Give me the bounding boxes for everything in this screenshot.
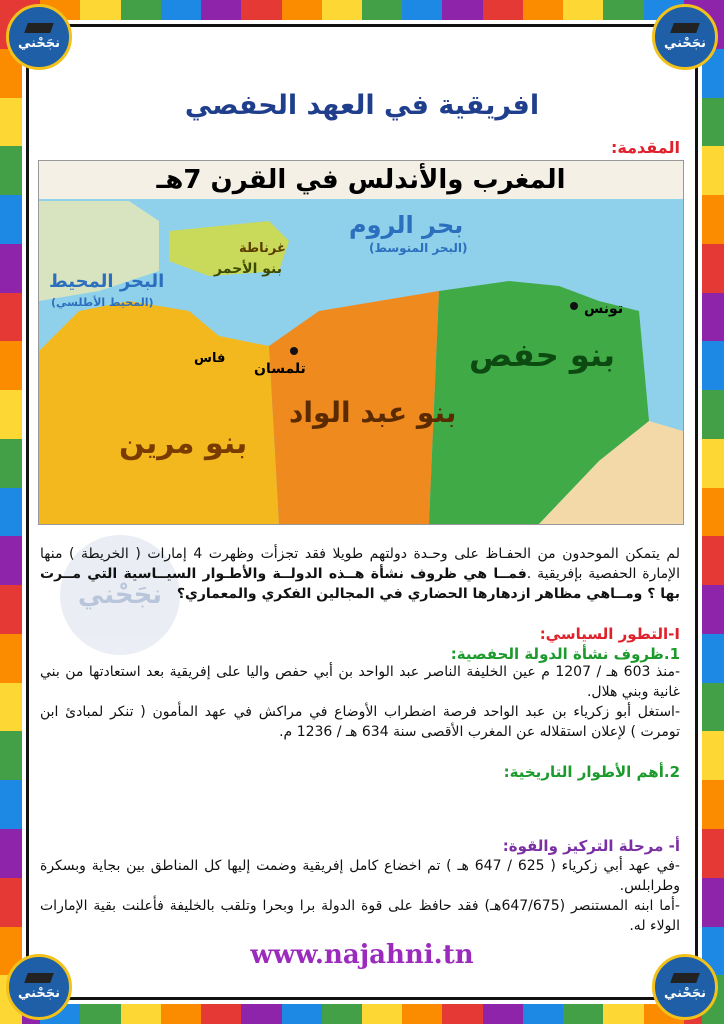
- map-label-bani-marin: بنو مرين: [119, 426, 248, 461]
- border-right: [702, 0, 724, 1024]
- map-label-tunis: تونس: [584, 301, 624, 317]
- intro-question: فمــا هي ظروف نشأة هــذه الدولــة والأطـوار السيــاسية التي مــرت بها ؟ ومــاهي مظاهر ازدهارها الحضاري في المجالين الفكري والمعماري؟: [40, 566, 680, 602]
- website-link[interactable]: www.najahni.tn: [250, 940, 474, 970]
- logo-text: نجَحْني: [17, 36, 61, 51]
- paragraph-two: -استغل أبو زكرياء بن عبد الواحد فرصة اضطراب الأوضاع في مراكش في عهد المأمون ( تنكر لمبادئ ابن تومرت ) لإعلان استقلاله عن المغرب الأقصى سنة 634 هـ / 1236 م.: [40, 704, 680, 740]
- sub-a-heading: أ- مرحلة التركيز والقوة:: [502, 837, 680, 855]
- paragraph-four: -أما ابنه المستنصر (647/675هـ) فقد حافظ على قوة الدولة برا وبحرا وتلقب بالخليفة فأعلنت بقية الإمارات الولاء له.: [40, 898, 680, 934]
- map-label-bahr-al-muhit-sub: (المحيط الأطلسي): [51, 296, 154, 309]
- map-label-bani-abd-al-wad: بنو عبد الواد: [289, 396, 457, 429]
- logo-text: نجَحْني: [663, 986, 707, 1001]
- sub-one-heading: 1.ظروف نشأة الدولة الحفصية:: [450, 645, 680, 663]
- intro-paragraph: [40, 544, 680, 604]
- graduation-cap-icon: [670, 23, 700, 33]
- section-one-heading: I-التطور السياسي:: [539, 625, 680, 643]
- border-top: [0, 0, 724, 20]
- graduation-cap-icon: [24, 23, 54, 33]
- map-label-bani-hafs: بنو حفص: [469, 336, 616, 374]
- najahni-logo-top-left: [6, 4, 72, 70]
- historical-map: [38, 160, 684, 525]
- map-label-bani-al-ahmar: بنو الأحمر: [214, 261, 283, 277]
- logo-text: نجَحْني: [17, 986, 61, 1001]
- graduation-cap-icon: [670, 973, 700, 983]
- intro-heading: المقدمة:: [611, 138, 680, 157]
- map-label-tilimsan: تلمسان: [254, 361, 306, 377]
- paragraph-three: -في عهد أبي زكرياء ( 625 / 647 هـ ) تم اخضاع كامل إفريقية وضمت إليها كل المناطق بين بجاية وبسكرة وطرابلس.: [40, 858, 680, 894]
- map-label-bahr-al-rum-sub: (البحر المتوسط): [369, 241, 468, 255]
- sub-two-heading: 2.أهم الأطوار التاريخية:: [503, 763, 680, 781]
- map-title: المغرب والأندلس في القرن 7هـ: [39, 161, 683, 199]
- intro-text: لم يتمكن الموحدون من الحفـاظ على وحـدة دولتهم طويلا فقد تجزأت وظهرت 4 إمارات ( الخريطة ) منها الإمارة الحفصية بإفريقية .: [40, 546, 681, 582]
- map-label-fas: فاس: [194, 351, 226, 366]
- border-left: [0, 0, 22, 1024]
- najahni-logo-top-right: [652, 4, 718, 70]
- page-title: افريقية في العهد الحفصي: [184, 90, 540, 121]
- graduation-cap-icon: [24, 973, 54, 983]
- watermark: نجَحْني: [60, 535, 180, 655]
- map-label-gharnata: غرناطة: [239, 241, 286, 256]
- paragraph-one: -منذ 603 هـ / 1207 م عين الخليفة الناصر عبد الواحد بن أبي حفص واليا على إفريقية بعد استعادتها من بني غانية وبني هلال.: [40, 664, 680, 700]
- border-bottom: [0, 1004, 724, 1024]
- logo-text: نجَحْني: [663, 36, 707, 51]
- map-label-bahr-al-rum: بحر الروم: [349, 211, 464, 239]
- map-label-bahr-al-muhit: البحر المحيط: [49, 271, 165, 292]
